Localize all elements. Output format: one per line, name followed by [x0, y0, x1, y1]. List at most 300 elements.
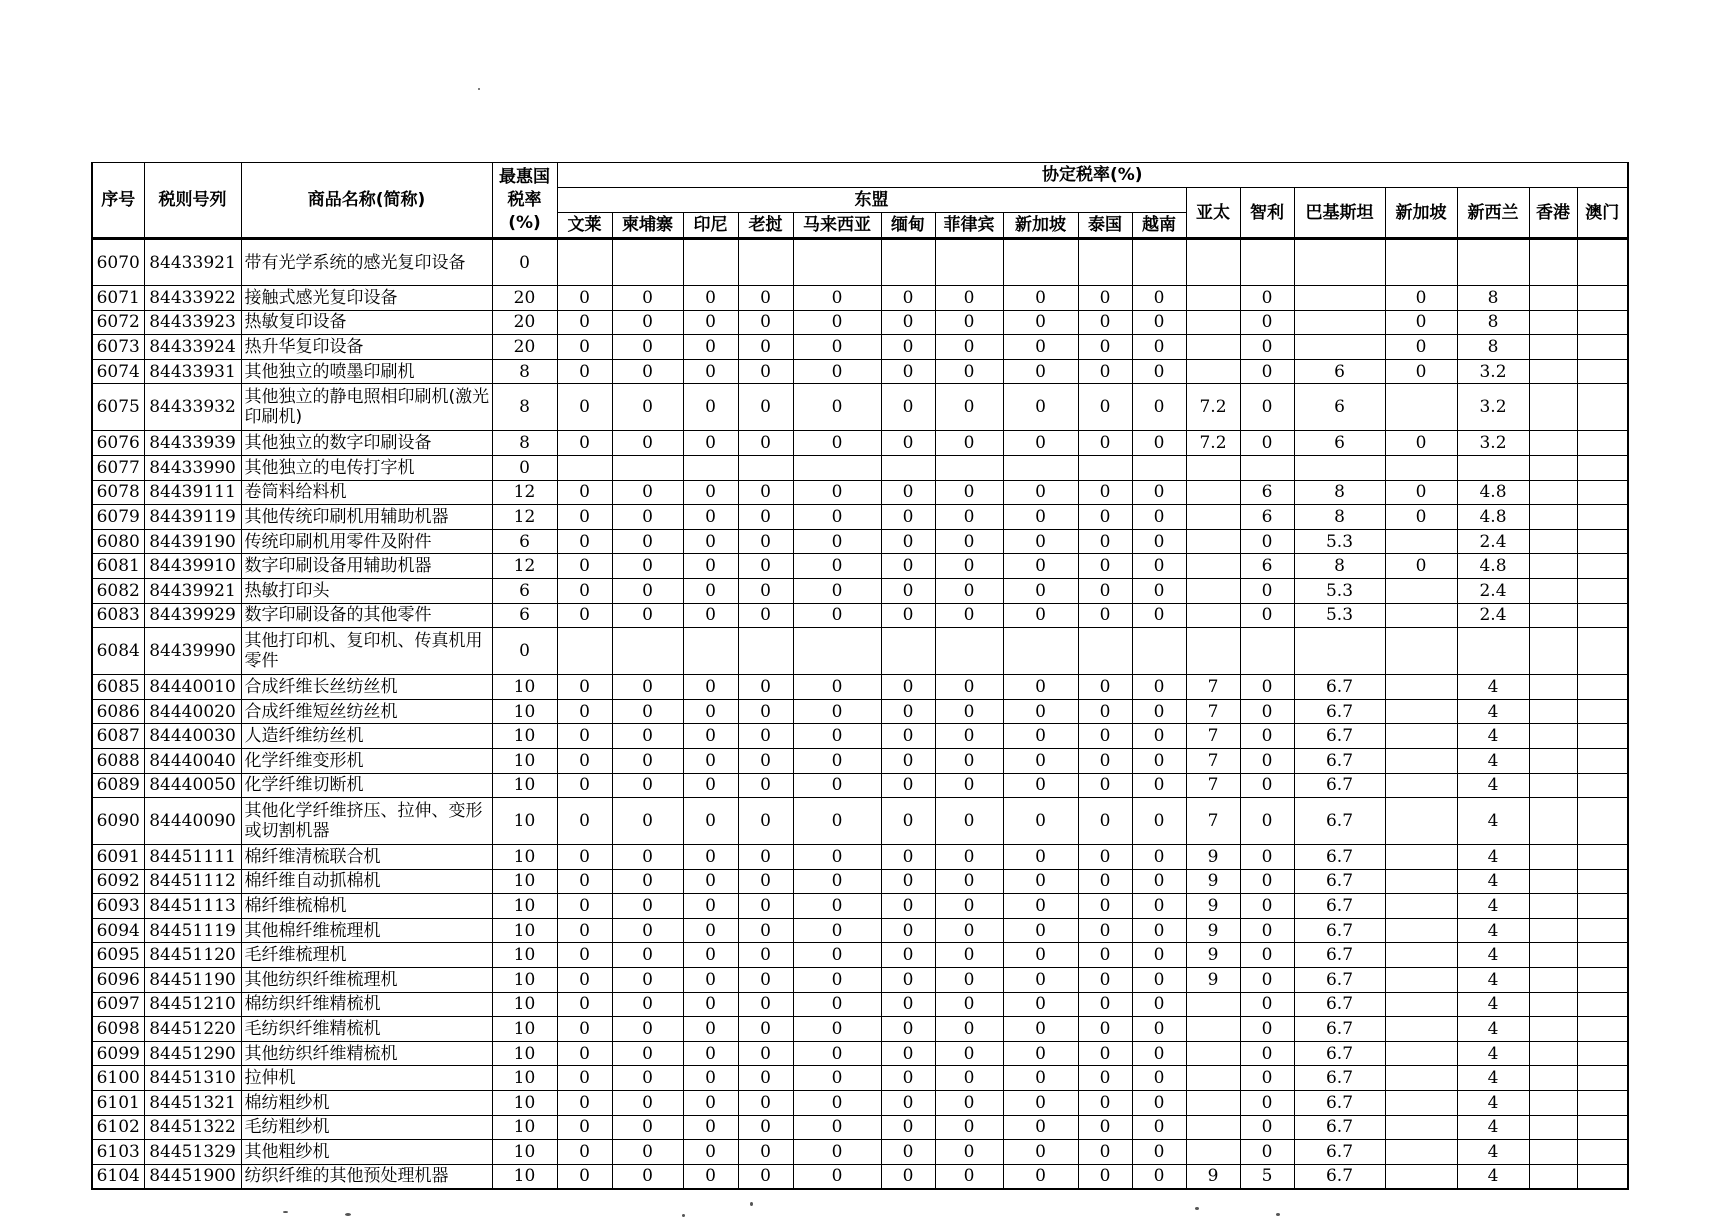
- scan-speck: [283, 1211, 288, 1213]
- cell-sg-rate: 0: [1385, 505, 1457, 530]
- table-row: [92, 798, 1628, 845]
- cell-nz-rate: 4.8: [1457, 505, 1529, 530]
- cell-mfn: 10: [492, 968, 557, 993]
- cell-hk-rate: [1529, 1091, 1577, 1116]
- table-row: [92, 724, 1628, 749]
- table-row: [92, 529, 1628, 554]
- cell-asean-rate: 0: [1003, 384, 1078, 431]
- cell-asean-rate: 0: [683, 798, 738, 845]
- cell-asean-rate: 0: [1132, 773, 1186, 798]
- tariff-table: [91, 162, 1629, 1190]
- cell-chile-rate: 0: [1240, 529, 1294, 554]
- cell-name: 数字印刷设备用辅助机器: [241, 554, 492, 579]
- cell-asean-rate: 0: [612, 773, 683, 798]
- cell-seq: 6087: [92, 724, 144, 749]
- cell-mfn: 0: [492, 239, 557, 286]
- cell-hk-rate: [1529, 1164, 1577, 1189]
- cell-seq: 6071: [92, 286, 144, 311]
- cell-asean-rate: 0: [1078, 968, 1132, 993]
- cell-code: 84451900: [144, 1164, 241, 1189]
- cell-pak-rate: 5.3: [1294, 578, 1385, 603]
- cell-asean-rate: 0: [612, 918, 683, 943]
- cell-chile-rate: 0: [1240, 335, 1294, 360]
- cell-name: 其他打印机、复印机、传真机用零件: [241, 628, 492, 675]
- cell-code: 84433932: [144, 384, 241, 431]
- cell-asean-rate: 0: [793, 992, 881, 1017]
- cell-asean-rate: 0: [881, 286, 935, 311]
- cell-asean-rate: [738, 239, 793, 286]
- cell-code: 84451310: [144, 1066, 241, 1091]
- cell-asean-rate: 0: [683, 286, 738, 311]
- cell-mfn: 10: [492, 1066, 557, 1091]
- cell-asean-rate: 0: [683, 554, 738, 579]
- cell-asean-rate: 0: [612, 384, 683, 431]
- cell-asean-rate: 0: [612, 335, 683, 360]
- cell-name: 化学纤维切断机: [241, 773, 492, 798]
- cell-asean-rate: 0: [557, 943, 612, 968]
- cell-chile-rate: 0: [1240, 968, 1294, 993]
- cell-mfn: 12: [492, 480, 557, 505]
- cell-nz-rate: 3.2: [1457, 431, 1529, 456]
- cell-asean-rate: 0: [881, 968, 935, 993]
- cell-asean-rate: 0: [881, 359, 935, 384]
- cell-asean-rate: 0: [612, 869, 683, 894]
- cell-name: 其他粗纱机: [241, 1140, 492, 1165]
- cell-asean-rate: 0: [935, 675, 1003, 700]
- cell-asean-rate: 0: [1003, 1041, 1078, 1066]
- cell-asean-rate: [1003, 239, 1078, 286]
- cell-mfn: 10: [492, 675, 557, 700]
- cell-asean-rate: 0: [1132, 943, 1186, 968]
- cell-name: 热升华复印设备: [241, 335, 492, 360]
- cell-pak-rate: 6.7: [1294, 968, 1385, 993]
- cell-asean-rate: 0: [738, 431, 793, 456]
- cell-asean-rate: 0: [683, 1164, 738, 1189]
- cell-sg-rate: 0: [1385, 431, 1457, 456]
- cell-asean-rate: 0: [683, 724, 738, 749]
- cell-code: 84440050: [144, 773, 241, 798]
- cell-nz-rate: 3.2: [1457, 384, 1529, 431]
- cell-nz-rate: 4: [1457, 773, 1529, 798]
- cell-mfn: 10: [492, 773, 557, 798]
- cell-asean-rate: 0: [793, 529, 881, 554]
- cell-hk-rate: [1529, 845, 1577, 870]
- cell-asean-rate: 0: [793, 578, 881, 603]
- cell-asean-rate: 0: [1078, 675, 1132, 700]
- cell-chile-rate: 0: [1240, 869, 1294, 894]
- cell-asean-rate: 0: [612, 992, 683, 1017]
- cell-asean-rate: 0: [881, 992, 935, 1017]
- cell-chile-rate: 6: [1240, 505, 1294, 530]
- cell-asean-rate: 0: [793, 286, 881, 311]
- cell-asean-rate: 0: [612, 431, 683, 456]
- cell-pak-rate: 6.7: [1294, 798, 1385, 845]
- cell-asean-rate: [935, 239, 1003, 286]
- cell-asean-rate: 0: [935, 869, 1003, 894]
- table-row: [92, 1140, 1628, 1165]
- cell-asean-rate: 0: [935, 505, 1003, 530]
- header-mfn: 最惠国税率(%): [492, 163, 557, 239]
- cell-asean-rate: 0: [881, 918, 935, 943]
- cell-nz-rate: 8: [1457, 335, 1529, 360]
- cell-apta-rate: 9: [1186, 918, 1240, 943]
- cell-asean-rate: 0: [557, 1041, 612, 1066]
- cell-mfn: 10: [492, 1017, 557, 1042]
- cell-apta-rate: 7: [1186, 699, 1240, 724]
- cell-pak-rate: 6.7: [1294, 1115, 1385, 1140]
- cell-asean-rate: 0: [683, 943, 738, 968]
- cell-asean-rate: [683, 239, 738, 286]
- cell-mfn: 10: [492, 1041, 557, 1066]
- cell-asean-rate: 0: [612, 1140, 683, 1165]
- cell-chile-rate: 0: [1240, 1017, 1294, 1042]
- cell-asean-rate: 0: [557, 992, 612, 1017]
- cell-asean-rate: 0: [612, 286, 683, 311]
- table-row: [92, 869, 1628, 894]
- cell-asean-rate: 0: [881, 1017, 935, 1042]
- cell-mfn: 8: [492, 431, 557, 456]
- cell-chile-rate: 0: [1240, 699, 1294, 724]
- cell-mo-rate: [1577, 554, 1628, 579]
- cell-sg-rate: [1385, 1066, 1457, 1091]
- cell-nz-rate: 4: [1457, 1041, 1529, 1066]
- cell-asean-rate: 0: [1078, 845, 1132, 870]
- cell-code: 84439190: [144, 529, 241, 554]
- cell-asean-rate: 0: [612, 943, 683, 968]
- header-asean: 东盟: [557, 188, 1186, 213]
- cell-hk-rate: [1529, 1041, 1577, 1066]
- cell-name: 毛纺织纤维精梳机: [241, 1017, 492, 1042]
- cell-pak-rate: 6.7: [1294, 748, 1385, 773]
- cell-asean-rate: 0: [935, 798, 1003, 845]
- cell-asean-rate: 0: [881, 724, 935, 749]
- cell-asean-rate: 0: [1003, 554, 1078, 579]
- cell-asean-rate: 0: [612, 1091, 683, 1116]
- cell-asean-rate: [612, 239, 683, 286]
- cell-seq: 6084: [92, 628, 144, 675]
- cell-nz-rate: 4: [1457, 968, 1529, 993]
- cell-sg-rate: [1385, 894, 1457, 919]
- cell-asean-rate: 0: [1003, 578, 1078, 603]
- cell-seq: 6094: [92, 918, 144, 943]
- cell-asean-rate: 0: [1003, 894, 1078, 919]
- cell-name: 数字印刷设备的其他零件: [241, 603, 492, 628]
- cell-chile-rate: 0: [1240, 845, 1294, 870]
- cell-name: 棉纤维清梳联合机: [241, 845, 492, 870]
- cell-asean-rate: [793, 628, 881, 675]
- cell-asean-rate: 0: [935, 554, 1003, 579]
- cell-mo-rate: [1577, 359, 1628, 384]
- header-pakistan: 巴基斯坦: [1294, 188, 1385, 239]
- cell-asean-rate: 0: [738, 384, 793, 431]
- header-asean-member: 泰国: [1078, 213, 1132, 239]
- cell-asean-rate: 0: [1078, 724, 1132, 749]
- cell-asean-rate: 0: [1078, 894, 1132, 919]
- cell-sg-rate: [1385, 603, 1457, 628]
- cell-hk-rate: [1529, 310, 1577, 335]
- cell-mfn: 20: [492, 286, 557, 311]
- cell-sg-rate: [1385, 918, 1457, 943]
- cell-asean-rate: 0: [1132, 699, 1186, 724]
- cell-asean-rate: 0: [683, 1115, 738, 1140]
- cell-asean-rate: 0: [738, 554, 793, 579]
- cell-mo-rate: [1577, 675, 1628, 700]
- cell-asean-rate: 0: [738, 359, 793, 384]
- cell-mo-rate: [1577, 480, 1628, 505]
- cell-asean-rate: 0: [881, 431, 935, 456]
- cell-asean-rate: 0: [683, 431, 738, 456]
- cell-nz-rate: [1457, 628, 1529, 675]
- cell-asean-rate: 0: [881, 1140, 935, 1165]
- cell-code: 84440020: [144, 699, 241, 724]
- cell-asean-rate: 0: [557, 286, 612, 311]
- cell-mo-rate: [1577, 943, 1628, 968]
- cell-asean-rate: 0: [1132, 798, 1186, 845]
- cell-nz-rate: 4: [1457, 992, 1529, 1017]
- cell-mfn: 0: [492, 455, 557, 480]
- cell-asean-rate: 0: [683, 384, 738, 431]
- cell-chile-rate: 0: [1240, 773, 1294, 798]
- cell-asean-rate: 0: [935, 918, 1003, 943]
- cell-asean-rate: 0: [1078, 1140, 1132, 1165]
- cell-apta-rate: [1186, 554, 1240, 579]
- table-row: [92, 239, 1628, 286]
- cell-apta-rate: [1186, 603, 1240, 628]
- cell-asean-rate: 0: [1132, 1140, 1186, 1165]
- cell-asean-rate: 0: [1078, 748, 1132, 773]
- cell-mfn: 20: [492, 335, 557, 360]
- cell-asean-rate: 0: [1132, 431, 1186, 456]
- cell-asean-rate: 0: [1003, 431, 1078, 456]
- cell-hk-rate: [1529, 724, 1577, 749]
- cell-asean-rate: 0: [738, 699, 793, 724]
- cell-asean-rate: 0: [612, 699, 683, 724]
- cell-asean-rate: 0: [1003, 335, 1078, 360]
- cell-apta-rate: 7.2: [1186, 384, 1240, 431]
- header-asean-member: 印尼: [683, 213, 738, 239]
- cell-hk-rate: [1529, 894, 1577, 919]
- table-row: [92, 286, 1628, 311]
- cell-code: 84439921: [144, 578, 241, 603]
- cell-mo-rate: [1577, 1017, 1628, 1042]
- cell-asean-rate: 0: [557, 869, 612, 894]
- table-row: [92, 845, 1628, 870]
- table-row: [92, 918, 1628, 943]
- cell-asean-rate: 0: [683, 1041, 738, 1066]
- cell-seq: 6082: [92, 578, 144, 603]
- cell-asean-rate: 0: [683, 359, 738, 384]
- cell-asean-rate: 0: [1132, 1115, 1186, 1140]
- cell-mo-rate: [1577, 310, 1628, 335]
- cell-asean-rate: 0: [1132, 384, 1186, 431]
- cell-mfn: 10: [492, 699, 557, 724]
- cell-mo-rate: [1577, 1066, 1628, 1091]
- cell-code: 84451111: [144, 845, 241, 870]
- cell-asean-rate: 0: [793, 918, 881, 943]
- cell-hk-rate: [1529, 1066, 1577, 1091]
- cell-asean-rate: 0: [1003, 918, 1078, 943]
- cell-sg-rate: [1385, 578, 1457, 603]
- cell-sg-rate: [1385, 748, 1457, 773]
- cell-hk-rate: [1529, 505, 1577, 530]
- cell-asean-rate: 0: [683, 1091, 738, 1116]
- cell-asean-rate: 0: [683, 675, 738, 700]
- cell-asean-rate: 0: [793, 1091, 881, 1116]
- cell-code: 84440090: [144, 798, 241, 845]
- cell-name: 合成纤维长丝纺丝机: [241, 675, 492, 700]
- cell-chile-rate: 6: [1240, 554, 1294, 579]
- cell-mo-rate: [1577, 918, 1628, 943]
- cell-sg-rate: [1385, 628, 1457, 675]
- cell-nz-rate: 4: [1457, 943, 1529, 968]
- cell-seq: 6075: [92, 384, 144, 431]
- cell-pak-rate: 6.7: [1294, 1041, 1385, 1066]
- cell-asean-rate: 0: [612, 845, 683, 870]
- cell-mo-rate: [1577, 384, 1628, 431]
- cell-asean-rate: 0: [738, 918, 793, 943]
- cell-name: 卷筒料给料机: [241, 480, 492, 505]
- cell-pak-rate: [1294, 239, 1385, 286]
- cell-asean-rate: 0: [1132, 845, 1186, 870]
- cell-name: 棉纤维梳棉机: [241, 894, 492, 919]
- cell-asean-rate: 0: [1078, 359, 1132, 384]
- cell-apta-rate: [1186, 1041, 1240, 1066]
- cell-asean-rate: 0: [935, 845, 1003, 870]
- cell-seq: 6092: [92, 869, 144, 894]
- cell-pak-rate: 6.7: [1294, 675, 1385, 700]
- cell-asean-rate: [1132, 455, 1186, 480]
- cell-mfn: 8: [492, 384, 557, 431]
- cell-chile-rate: 6: [1240, 480, 1294, 505]
- cell-asean-rate: 0: [1078, 1115, 1132, 1140]
- cell-mo-rate: [1577, 455, 1628, 480]
- cell-apta-rate: 9: [1186, 968, 1240, 993]
- cell-asean-rate: 0: [738, 529, 793, 554]
- cell-hk-rate: [1529, 699, 1577, 724]
- cell-pak-rate: 6.7: [1294, 1164, 1385, 1189]
- cell-name: 其他棉纤维梳理机: [241, 918, 492, 943]
- cell-hk-rate: [1529, 578, 1577, 603]
- cell-asean-rate: [935, 455, 1003, 480]
- table-row: [92, 335, 1628, 360]
- cell-mfn: 10: [492, 992, 557, 1017]
- cell-code: 84439119: [144, 505, 241, 530]
- cell-asean-rate: 0: [612, 675, 683, 700]
- cell-asean-rate: 0: [881, 310, 935, 335]
- cell-asean-rate: 0: [1078, 1017, 1132, 1042]
- table-row: [92, 1017, 1628, 1042]
- cell-asean-rate: [557, 455, 612, 480]
- cell-code: 84440010: [144, 675, 241, 700]
- cell-code: 84451220: [144, 1017, 241, 1042]
- cell-asean-rate: 0: [557, 1115, 612, 1140]
- cell-mfn: 6: [492, 603, 557, 628]
- cell-pak-rate: 6: [1294, 359, 1385, 384]
- header-seq: 序号: [92, 163, 144, 239]
- cell-asean-rate: 0: [1132, 335, 1186, 360]
- cell-sg-rate: [1385, 773, 1457, 798]
- cell-name: 其他独立的喷墨印刷机: [241, 359, 492, 384]
- cell-mfn: 10: [492, 918, 557, 943]
- cell-asean-rate: 0: [1132, 748, 1186, 773]
- cell-asean-rate: 0: [612, 1115, 683, 1140]
- cell-seq: 6102: [92, 1115, 144, 1140]
- cell-asean-rate: 0: [557, 1091, 612, 1116]
- cell-hk-rate: [1529, 359, 1577, 384]
- cell-pak-rate: 6.7: [1294, 992, 1385, 1017]
- cell-sg-rate: [1385, 384, 1457, 431]
- cell-asean-rate: [738, 455, 793, 480]
- cell-sg-rate: 0: [1385, 310, 1457, 335]
- table-row: [92, 505, 1628, 530]
- cell-seq: 6097: [92, 992, 144, 1017]
- cell-seq: 6096: [92, 968, 144, 993]
- cell-asean-rate: 0: [793, 699, 881, 724]
- cell-code: 84433921: [144, 239, 241, 286]
- cell-pak-rate: 5.3: [1294, 603, 1385, 628]
- cell-asean-rate: 0: [557, 335, 612, 360]
- cell-apta-rate: [1186, 1091, 1240, 1116]
- cell-asean-rate: 0: [935, 1115, 1003, 1140]
- cell-asean-rate: 0: [738, 578, 793, 603]
- cell-mo-rate: [1577, 286, 1628, 311]
- cell-asean-rate: 0: [935, 480, 1003, 505]
- cell-asean-rate: 0: [612, 505, 683, 530]
- cell-sg-rate: [1385, 943, 1457, 968]
- cell-asean-rate: 0: [1003, 699, 1078, 724]
- cell-pak-rate: [1294, 310, 1385, 335]
- cell-asean-rate: 0: [683, 918, 738, 943]
- cell-asean-rate: 0: [738, 1041, 793, 1066]
- cell-apta-rate: 9: [1186, 1164, 1240, 1189]
- cell-asean-rate: 0: [793, 724, 881, 749]
- cell-sg-rate: [1385, 1091, 1457, 1116]
- header-code: 税则号列: [144, 163, 241, 239]
- cell-asean-rate: 0: [881, 1115, 935, 1140]
- cell-sg-rate: [1385, 1017, 1457, 1042]
- cell-apta-rate: [1186, 310, 1240, 335]
- cell-pak-rate: 6.7: [1294, 845, 1385, 870]
- cell-hk-rate: [1529, 918, 1577, 943]
- cell-apta-rate: 9: [1186, 894, 1240, 919]
- cell-mo-rate: [1577, 603, 1628, 628]
- cell-apta-rate: [1186, 359, 1240, 384]
- cell-mo-rate: [1577, 724, 1628, 749]
- cell-name: 接触式感光复印设备: [241, 286, 492, 311]
- cell-nz-rate: 2.4: [1457, 529, 1529, 554]
- cell-seq: 6072: [92, 310, 144, 335]
- cell-asean-rate: 0: [881, 773, 935, 798]
- cell-asean-rate: [881, 455, 935, 480]
- cell-asean-rate: 0: [1078, 1066, 1132, 1091]
- cell-mo-rate: [1577, 1041, 1628, 1066]
- cell-apta-rate: [1186, 480, 1240, 505]
- cell-name: 毛纺粗纱机: [241, 1115, 492, 1140]
- cell-nz-rate: 4: [1457, 1017, 1529, 1042]
- cell-chile-rate: [1240, 239, 1294, 286]
- cell-asean-rate: 0: [1078, 505, 1132, 530]
- cell-asean-rate: 0: [557, 1017, 612, 1042]
- cell-mfn: 10: [492, 1091, 557, 1116]
- cell-name: 热敏复印设备: [241, 310, 492, 335]
- table-row: [92, 1164, 1628, 1189]
- table-row: [92, 455, 1628, 480]
- cell-sg-rate: 0: [1385, 359, 1457, 384]
- cell-asean-rate: 0: [793, 431, 881, 456]
- cell-asean-rate: 0: [683, 578, 738, 603]
- cell-pak-rate: 6.7: [1294, 918, 1385, 943]
- cell-asean-rate: 0: [738, 773, 793, 798]
